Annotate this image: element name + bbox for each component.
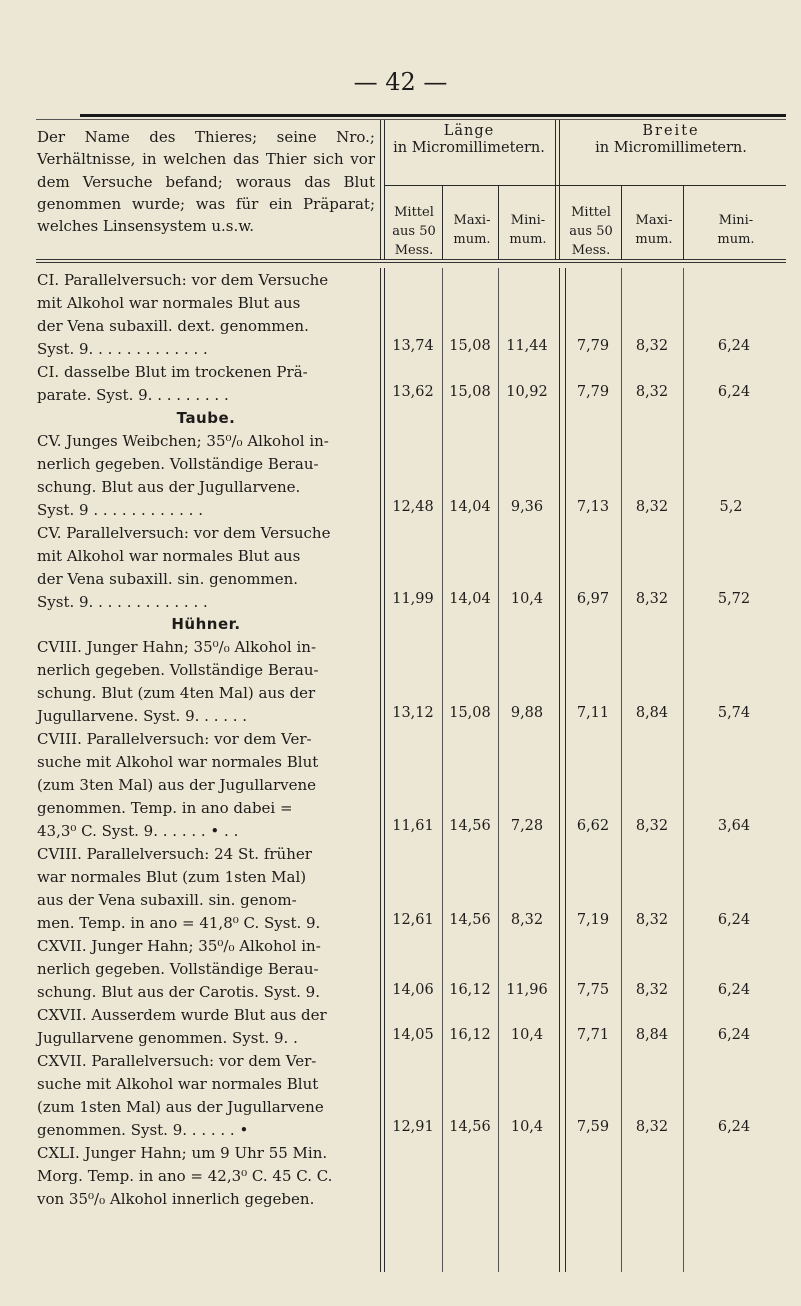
row-line: Syst. 9 . . . . . . . . . . . . [37,500,203,519]
table-row-description [37,843,375,935]
cell-breite-maxi: 8,32 [635,1119,669,1135]
table-row-description [37,1050,375,1142]
row-line: schung. Blut (zum 4ten Mal) aus der [37,683,316,702]
cell-laenge-mittel: 13,12 [392,705,434,721]
breite-mittel-header [562,203,620,260]
row-line: (zum 3ten Mal) aus der Jugullarvene [37,775,317,794]
laenge-mini-header [500,211,556,249]
cell-breite-mittel: 6,62 [576,818,610,834]
cell-laenge-mini: 10,92 [506,384,548,400]
cell-laenge-mittel: 11,99 [392,591,434,607]
table-row-description [37,361,375,407]
cell-laenge-mittel: 14,05 [392,1027,434,1043]
row-line: der Vena subaxill. sin. genommen. [37,569,299,588]
cell-laenge-maxi: 14,56 [449,818,491,834]
cell-laenge-maxi: 14,04 [449,499,491,515]
col-divider [384,120,385,260]
cell-laenge-mittel: 12,61 [392,912,434,928]
cell-laenge-mittel: 13,74 [392,338,434,354]
mittel-label: Mess. [394,243,434,258]
mini-label: Mini- [510,213,546,228]
cell-breite-maxi: 8,32 [635,499,669,515]
maxi-label: mum. [635,232,673,247]
row-line: nerlich gegeben. Vollständige Berau- [37,454,319,473]
cell-laenge-mittel: 13,62 [392,384,434,400]
row-line: von 35⁰/₀ Alkohol innerlich gegeben. [37,1189,315,1208]
laenge-mittel-header [386,203,442,260]
laenge-maxi-header [446,211,498,249]
maxi-label: mum. [453,232,491,247]
cell-laenge-mini: 10,4 [510,1027,544,1043]
row-line: mit Alkohol war normales Blut aus [37,546,301,565]
table-row-description [37,636,375,728]
col-divider [380,268,381,1272]
table-row-description [37,1142,375,1211]
cell-breite-mittel: 7,79 [576,384,610,400]
section-heading-taube: Taube. [176,409,236,427]
breite-unit: in Micromillimetern. [595,140,747,156]
cell-laenge-mini: 10,4 [510,591,544,607]
row-line: Jugullarvene. Syst. 9. . . . . . [37,706,248,725]
row-line: nerlich gegeben. Vollständige Berau- [37,660,319,679]
row-line: Syst. 9. . . . . . . . . . . . . [37,339,208,358]
mini-label: Mini- [718,213,754,228]
col-divider [555,120,556,260]
header-bottom-rule [36,259,786,260]
mini-label: mum. [509,232,547,247]
cell-laenge-maxi: 15,08 [449,384,491,400]
table-row-description [37,522,375,614]
cell-laenge-maxi: 14,56 [449,1119,491,1135]
cell-breite-mittel: 7,13 [576,499,610,515]
mini-label: mum. [717,232,755,247]
cell-breite-mini: 5,72 [717,591,751,607]
row-line: suche mit Alkohol war normales Blut [37,1074,319,1093]
cell-laenge-mittel: 14,06 [392,982,434,998]
cell-breite-mini: 6,24 [717,384,751,400]
cell-breite-mittel: 7,79 [576,338,610,354]
cell-laenge-mini: 11,44 [506,338,548,354]
breite-maxi-header [624,211,684,249]
row-line: CXVII. Ausserdem wurde Blut aus der [37,1006,327,1024]
row-line: schung. Blut aus der Carotis. Syst. 9. [37,982,320,1001]
row-line: (zum 1sten Mal) aus der Jugullarvene [37,1097,324,1116]
cell-breite-mittel: 7,71 [576,1027,610,1043]
table-row-description [37,430,375,522]
row-line: suche mit Alkohol war normales Blut [37,752,319,771]
laenge-title: Länge [443,123,495,139]
col-divider [559,120,560,260]
row-line: 43,3⁰ C. Syst. 9. . . . . . • . . [37,821,239,840]
row-line: Syst. 9. . . . . . . . . . . . . [37,592,208,611]
cell-laenge-maxi: 16,12 [449,1027,491,1043]
table-row-description [37,269,375,361]
header-description: Der Name des Thieres; seine Nro.; Verhältnisse, in welchen das Thier sich vor dem Versuche befand; woraus das Blut genommen wurde; was für ein Präparat; welches Linsensystem u.s.w. [37,128,375,236]
cell-breite-mittel: 7,75 [576,982,610,998]
cell-breite-maxi: 8,32 [635,591,669,607]
header-bottom-rule-2 [36,262,786,263]
row-line: Morg. Temp. in ano = 42,3⁰ C. 45 C. C. [37,1166,333,1185]
cell-breite-maxi: 8,84 [635,705,669,721]
cell-breite-mini: 6,24 [717,1119,751,1135]
cell-laenge-mittel: 12,91 [392,1119,434,1135]
row-line: CXLI. Junger Hahn; um 9 Uhr 55 Min. [37,1144,328,1162]
row-line: Jugullarvene genommen. Syst. 9. . [37,1028,298,1047]
col-divider [621,186,622,260]
col-divider [559,268,560,1272]
col-divider [442,186,443,260]
col-divider [380,120,381,260]
row-line: war normales Blut (zum 1sten Mal) [37,867,307,886]
cell-laenge-maxi: 14,56 [449,912,491,928]
table-row-description [37,728,375,843]
cell-breite-maxi: 8,32 [635,384,669,400]
col-divider [683,186,684,260]
maxi-label: Maxi- [453,213,491,228]
row-line: CV. Junges Weibchen; 35⁰/₀ Alkohol in- [37,432,329,450]
row-line: aus der Vena subaxill. sin. genom- [37,890,297,909]
row-line: CXVII. Junger Hahn; 35⁰/₀ Alkohol in- [37,937,321,955]
top-rule [80,114,786,117]
page-number: — 42 — [353,68,448,96]
cell-breite-maxi: 8,32 [635,912,669,928]
row-line: men. Temp. in ano = 41,8⁰ C. Syst. 9. [37,913,321,932]
row-line: CVIII. Parallelversuch: 24 St. früher [37,845,312,863]
cell-laenge-mini: 9,36 [510,499,544,515]
mittel-label: aus 50 [392,224,436,239]
cell-breite-mini: 6,24 [717,982,751,998]
row-line: CV. Parallelversuch: vor dem Versuche [37,524,331,542]
mittel-label: aus 50 [569,224,613,239]
breite-header [556,123,786,157]
cell-breite-maxi: 8,32 [635,818,669,834]
table-row-description [37,1004,375,1050]
cell-laenge-mini: 10,4 [510,1119,544,1135]
cell-laenge-maxi: 16,12 [449,982,491,998]
row-line: CI. dasselbe Blut im trockenen Prä- [37,363,308,381]
col-divider [498,186,499,260]
cell-laenge-maxi: 15,08 [449,338,491,354]
maxi-label: Maxi- [635,213,673,228]
cell-breite-maxi: 8,32 [635,338,669,354]
mittel-label: Mess. [571,243,611,258]
row-line: genommen. Temp. in ano dabei = [37,798,293,817]
cell-laenge-mini: 9,88 [510,705,544,721]
cell-laenge-mini: 7,28 [510,818,544,834]
row-line: schung. Blut aus der Jugullarvene. [37,477,301,496]
cell-breite-mini: 6,24 [717,912,751,928]
section-heading-huehner: Hühner. [171,615,241,633]
top-rule-shadow [36,119,786,120]
cell-laenge-mini: 11,96 [506,982,548,998]
laenge-header [385,123,553,157]
row-line: parate. Syst. 9. . . . . . . . . [37,385,229,404]
cell-breite-mini: 6,24 [717,1027,751,1043]
header-mid-rule [384,185,786,186]
row-line: CXVII. Parallelversuch: vor dem Ver- [37,1052,317,1070]
cell-breite-maxi: 8,84 [635,1027,669,1043]
cell-breite-mini: 5,2 [719,499,743,515]
cell-breite-mittel: 6,97 [576,591,610,607]
cell-breite-mini: 5,74 [717,705,751,721]
row-line: genommen. Syst. 9. . . . . . • [37,1120,249,1139]
cell-breite-maxi: 8,32 [635,982,669,998]
laenge-unit: in Micromillimetern. [393,140,545,156]
cell-laenge-mittel: 11,61 [392,818,434,834]
table-row-description [37,935,375,1004]
row-line: mit Alkohol war normales Blut aus [37,293,301,312]
row-line: CVIII. Junger Hahn; 35⁰/₀ Alkohol in- [37,638,317,656]
mittel-label: Mittel [394,205,434,220]
cell-laenge-maxi: 15,08 [449,705,491,721]
breite-title: Breite [642,123,700,139]
row-line: nerlich gegeben. Vollständige Berau- [37,959,319,978]
cell-breite-mittel: 7,19 [576,912,610,928]
cell-breite-mittel: 7,11 [576,705,610,721]
cell-laenge-maxi: 14,04 [449,591,491,607]
breite-mini-header [686,211,786,249]
col-divider [683,268,684,1272]
row-line: CI. Parallelversuch: vor dem Versuche [37,271,329,289]
cell-breite-mini: 6,24 [717,338,751,354]
cell-breite-mini: 3,64 [717,818,751,834]
cell-laenge-mittel: 12,48 [392,499,434,515]
cell-breite-mittel: 7,59 [576,1119,610,1135]
row-line: der Vena subaxill. dext. genommen. [37,316,309,335]
cell-laenge-mini: 8,32 [510,912,544,928]
row-line: CVIII. Parallelversuch: vor dem Ver- [37,730,312,748]
mittel-label: Mittel [571,205,611,220]
